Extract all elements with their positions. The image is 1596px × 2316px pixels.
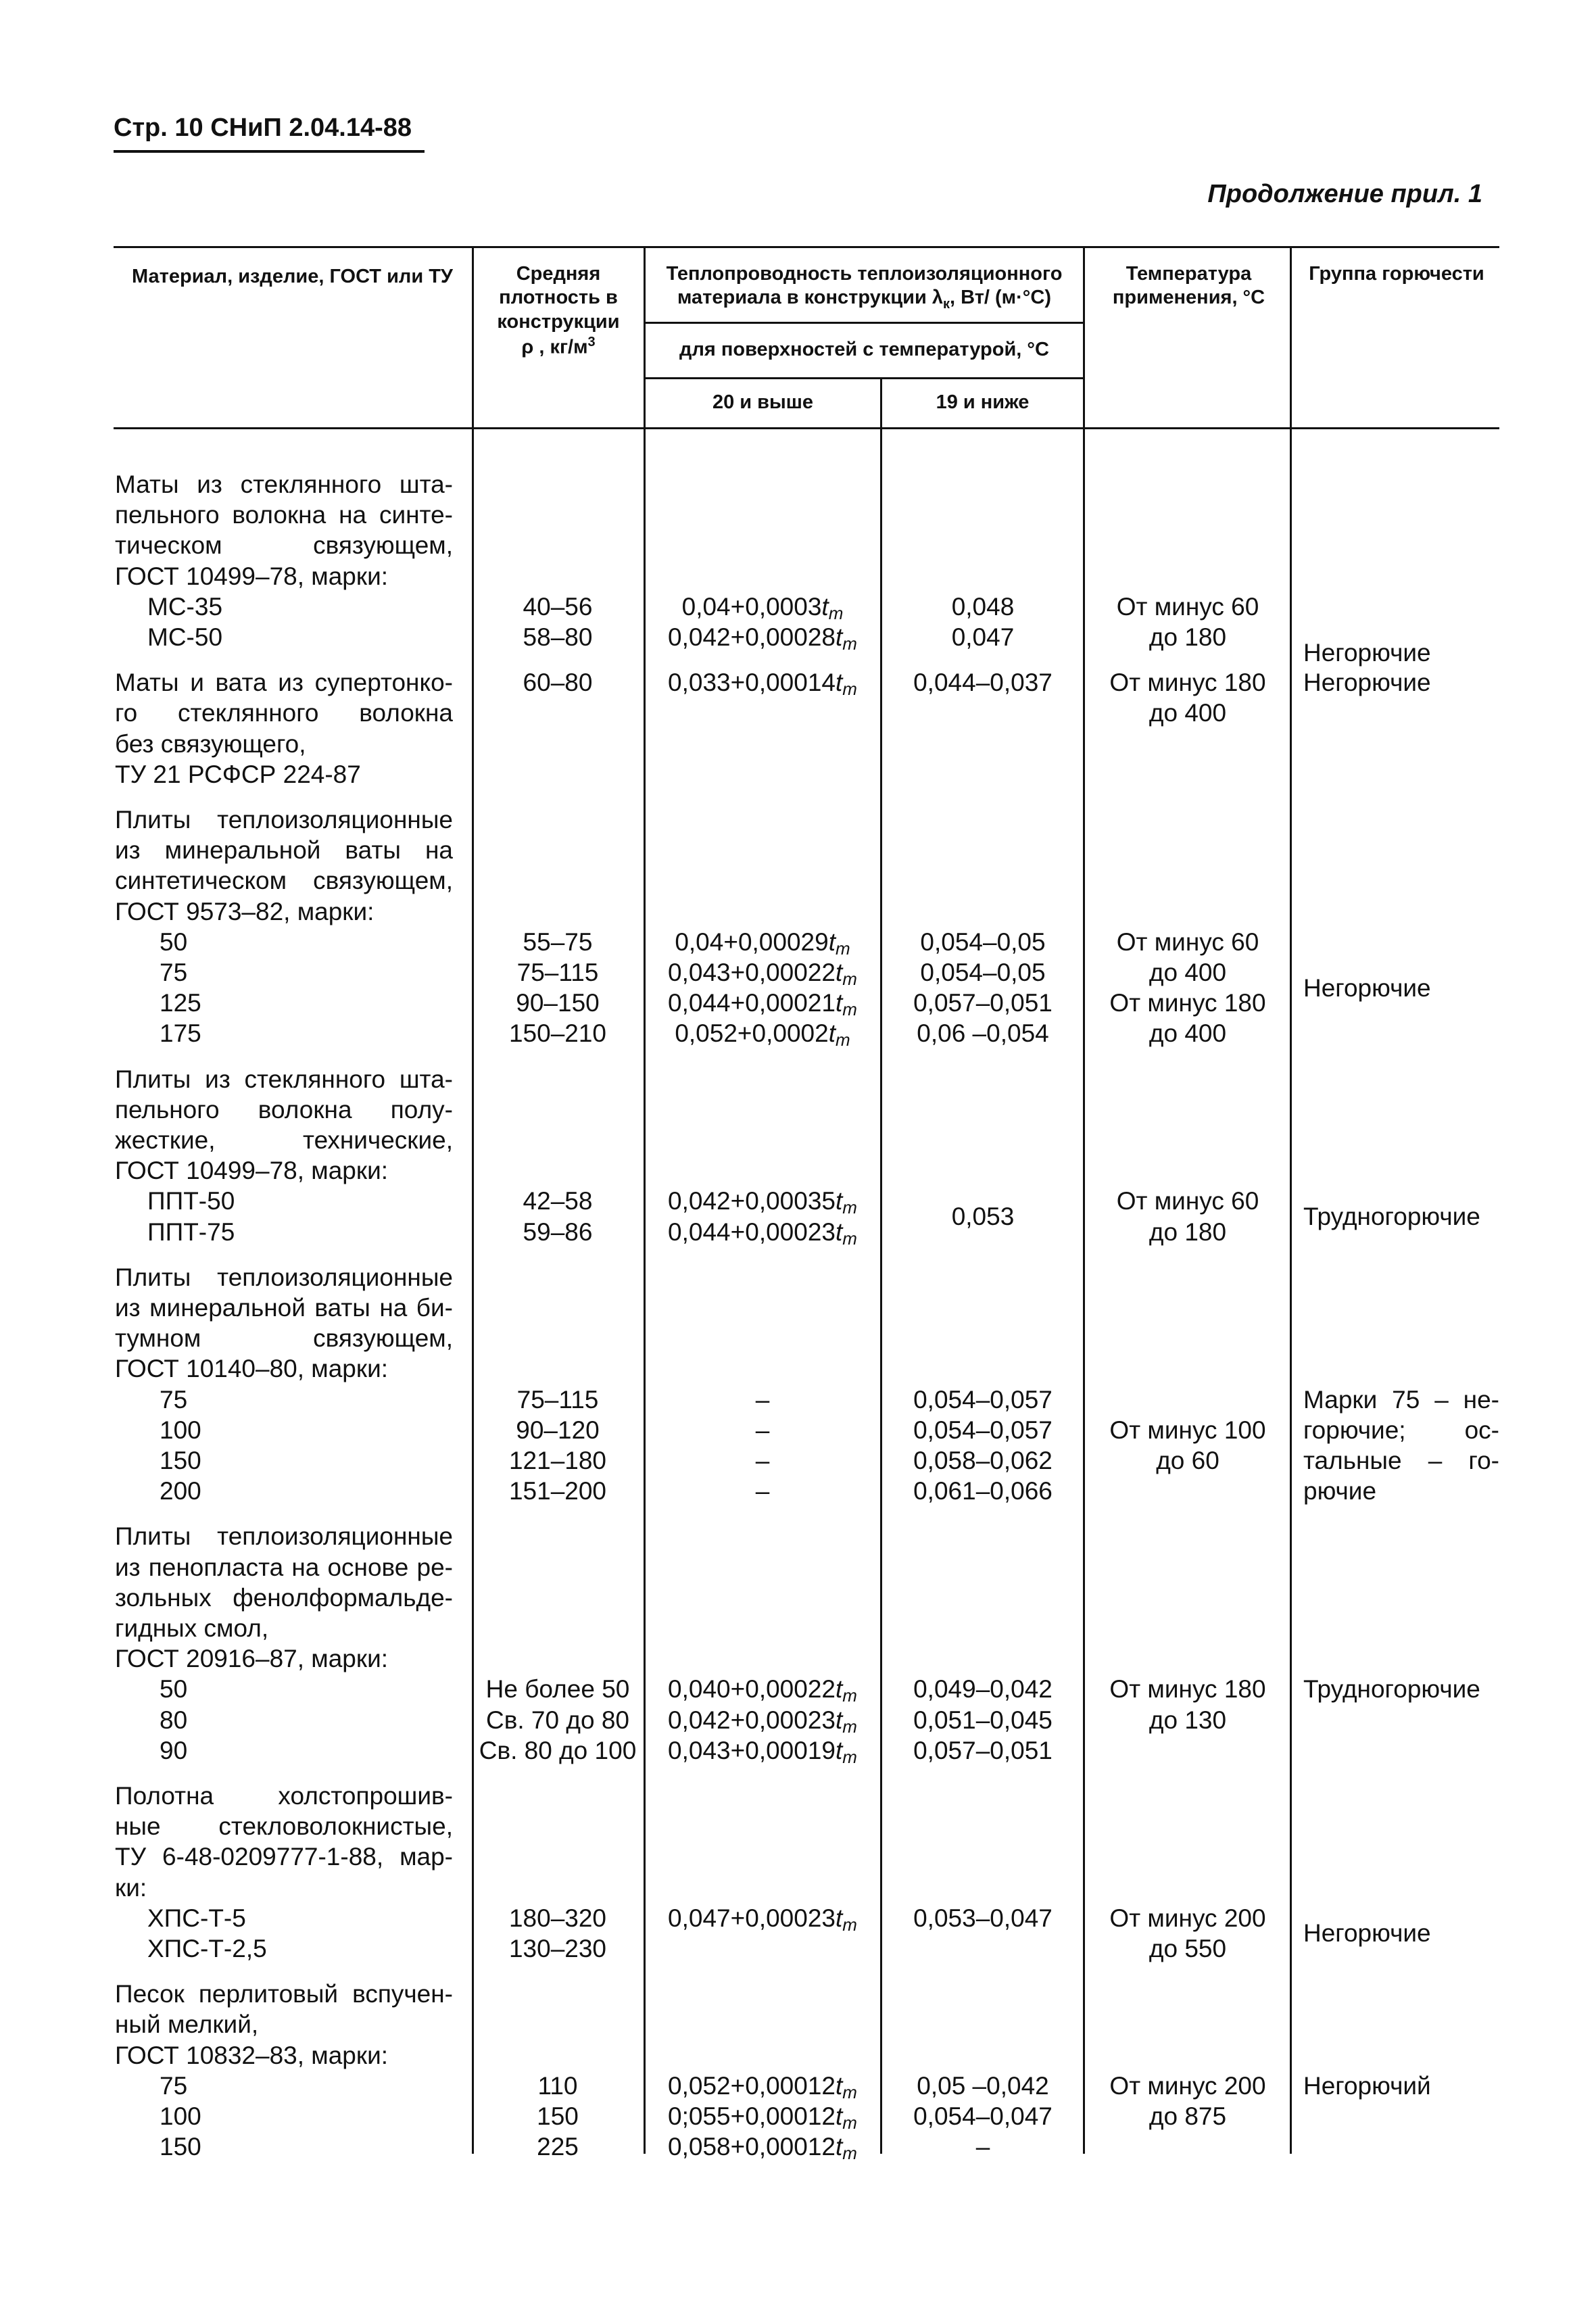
conductivity-below19-cell: 0,049–0,042 xyxy=(913,1675,1053,1704)
header-group: Группа горючести xyxy=(1309,263,1484,285)
density-cell: 60–80 xyxy=(523,669,593,697)
material-cell: ППТ-75 xyxy=(147,1217,235,1246)
group-cell: Негорючие xyxy=(1303,1919,1431,1948)
material-cell: ГОСТ 20916–87, марки: xyxy=(115,1645,389,1673)
material-cell: 175 xyxy=(160,1019,201,1048)
col-divider-2 xyxy=(644,246,646,2154)
formula-t: t xyxy=(836,1217,843,1246)
density-cell: 58–80 xyxy=(523,623,593,651)
conductivity-above20-cell xyxy=(648,1903,877,1933)
conductivity-above20-cell: – xyxy=(755,1416,770,1444)
formula-t: t xyxy=(836,1187,843,1215)
formula-t: t xyxy=(836,2102,843,2130)
temperature-cell: От минус 100 xyxy=(1109,1416,1266,1444)
material-cell: ный мелкий, xyxy=(115,2010,259,2039)
temperature-cell: От минус 200 xyxy=(1109,1904,1266,1932)
temperature-cell: От минус 60 xyxy=(1116,1187,1259,1215)
material-cell: 75 xyxy=(160,1385,188,1414)
header-conductivity-line-2 xyxy=(646,286,1082,312)
material-cell: 80 xyxy=(160,1706,188,1734)
material-cell: 100 xyxy=(160,1416,201,1444)
formula-subscript-m: m xyxy=(835,938,850,959)
header-conductivity xyxy=(646,262,1082,313)
conductivity-above20-cell: – xyxy=(755,1385,770,1414)
formula-base: 0,043+0,00022 xyxy=(668,959,836,986)
density-cell: 59–86 xyxy=(523,1217,593,1246)
temperature-cell: до 400 xyxy=(1148,699,1227,727)
conductivity-above20-cell xyxy=(648,1217,877,1247)
formula-subscript-m: m xyxy=(842,2113,857,2133)
conductivity-below19-cell: 0,044–0,037 xyxy=(913,669,1053,697)
formula-t: t xyxy=(836,1904,843,1932)
conductivity-below19-cell: 0,054–0,057 xyxy=(913,1416,1053,1444)
density-cell: 90–150 xyxy=(516,989,600,1017)
material-cell: ные стекловолокнистые, xyxy=(115,1812,453,1841)
conductivity-above20-cell xyxy=(648,622,877,652)
conductivity-below19-cell: 0,051–0,045 xyxy=(913,1706,1053,1734)
formula-t: t xyxy=(836,1736,843,1764)
temperature-cell: до 180 xyxy=(1148,1217,1227,1246)
conductivity-below19-cell: 0,057–0,051 xyxy=(913,989,1053,1017)
conductivity-below19-cell: 0,048 xyxy=(951,592,1015,621)
header-density-line-1: Средняя xyxy=(516,263,601,285)
temperature-cell: до 130 xyxy=(1148,1706,1227,1734)
conductivity-above20-cell xyxy=(648,1186,877,1216)
conductivity-below19-cell: – xyxy=(975,2133,990,2161)
material-cell: из минеральной ваты на xyxy=(115,836,453,865)
material-cell: МС-35 xyxy=(147,592,223,621)
material-cell: 200 xyxy=(160,1477,201,1505)
conductivity-below19-cell: 0,054–0,05 xyxy=(920,927,1046,956)
conductivity-below19-cell: 0,061–0,066 xyxy=(913,1477,1053,1505)
header-density-line-2: плотность в xyxy=(499,287,618,309)
group-cell: Трудногорючие xyxy=(1303,1675,1480,1704)
formula-t: t xyxy=(836,2133,843,2161)
formula-subscript-m: m xyxy=(842,1746,857,1767)
conductivity-above20-cell xyxy=(648,2101,877,2131)
conductivity-below19-cell: 0,054–0,047 xyxy=(913,2102,1053,2130)
material-cell: 75 xyxy=(160,959,188,986)
formula-base: 0,052+0,0002 xyxy=(675,1019,829,1048)
formula-subscript-m: m xyxy=(842,969,857,989)
material-cell: из минеральной ваты на би- xyxy=(115,1294,453,1322)
formula-base: 0,04+0,0003 xyxy=(681,592,822,621)
material-cell: ГОСТ 10832–83, марки: xyxy=(115,2041,389,2069)
formula-base: 0,042+0,00028 xyxy=(668,623,836,651)
formula-subscript-m: m xyxy=(842,633,857,654)
conductivity-symbol: материала в конструкции λ xyxy=(677,287,944,309)
col-divider-5 xyxy=(1290,246,1292,2154)
material-cell: 75 xyxy=(160,2071,188,2100)
formula-t: t xyxy=(836,959,843,986)
formula-subscript-m: m xyxy=(842,2081,857,2102)
formula-t: t xyxy=(828,1019,836,1048)
density-cell: Св. 70 до 80 xyxy=(486,1706,629,1734)
formula-subscript-m: m xyxy=(828,602,844,623)
group-cell: Марки 75 – не- xyxy=(1303,1385,1499,1414)
material-cell: го стеклянного волокна xyxy=(115,699,453,727)
temperature-cell: От минус 180 xyxy=(1109,989,1266,1017)
material-cell: ППТ-50 xyxy=(147,1187,235,1215)
material-cell: 125 xyxy=(160,989,201,1017)
material-cell: 90 xyxy=(160,1736,188,1764)
density-cell: 150–210 xyxy=(508,1019,607,1048)
density-cell: Св. 80 до 100 xyxy=(479,1736,637,1764)
material-cell: пельного волокна полу- xyxy=(115,1095,453,1124)
density-cell: Не более 50 xyxy=(485,1675,630,1704)
density-cell: 151–200 xyxy=(508,1477,607,1505)
conductivity-below19-cell: 0,058–0,062 xyxy=(913,1447,1053,1474)
header-temperature: Температура применения, °С xyxy=(1112,263,1265,309)
formula-subscript-m: m xyxy=(842,1685,857,1706)
density-cell: 40–56 xyxy=(523,592,593,621)
density-cell: 180–320 xyxy=(508,1904,607,1932)
material-cell: ГОСТ 10499–78, марки: xyxy=(115,1157,389,1185)
group-cell: Негорючие xyxy=(1303,669,1431,697)
material-cell: тумном связующем, xyxy=(115,1324,453,1353)
formula-base: 0,058+0,00012 xyxy=(668,2133,836,2161)
header-underline xyxy=(114,150,425,153)
conductivity-above20-cell xyxy=(648,2071,877,2101)
formula-subscript-m: m xyxy=(842,1197,857,1218)
density-cell: 75–115 xyxy=(516,1385,599,1414)
group-cell: Негорючие xyxy=(1303,638,1431,667)
density-unit-text: ρ , кг/м xyxy=(521,336,588,358)
material-cell: синтетическом связующем, xyxy=(115,867,453,895)
group-cell: Трудногорючие xyxy=(1303,1203,1480,1230)
formula-subscript-m: m xyxy=(842,2143,857,2164)
material-cell: тическом связующем, xyxy=(115,531,453,560)
col-divider-4 xyxy=(1083,246,1085,2154)
conductivity-below19-cell: 0,057–0,051 xyxy=(913,1736,1053,1764)
formula-subscript-m: m xyxy=(842,1914,857,1935)
density-unit-exponent: 3 xyxy=(587,335,596,350)
formula-base: 0,040+0,00022 xyxy=(668,1675,836,1704)
temperature-cell: От минус 200 xyxy=(1109,2071,1266,2100)
page-header: Стр. 10 СНиП 2.04.14-88 xyxy=(114,114,412,142)
density-cell: 225 xyxy=(537,2133,579,2161)
conductivity-below19-cell: 0,054–0,05 xyxy=(920,959,1046,986)
density-cell: 110 xyxy=(537,2071,578,2100)
conductivity-above20-cell xyxy=(648,1735,877,1766)
material-cell: пельного волокна на синте- xyxy=(115,501,453,529)
formula-subscript-m: m xyxy=(842,1716,857,1737)
header-conductivity-line-1: Теплопроводность теплоизоляционного xyxy=(666,263,1063,285)
material-cell: из пенопласта на основе ре- xyxy=(115,1553,453,1581)
temperature-cell: От минус 180 xyxy=(1109,669,1266,697)
header-density-line-3: конструкции xyxy=(497,310,620,333)
material-cell: гидных смол, xyxy=(115,1614,269,1642)
header-material: Материал, изделие, ГОСТ или ТУ xyxy=(132,266,453,287)
conductivity-subscript: к xyxy=(943,297,950,312)
conductivity-below19-cell: 0,05 –0,042 xyxy=(917,2071,1049,2100)
conductivity-split-rule xyxy=(644,322,1083,324)
material-cell: МС-50 xyxy=(147,623,223,651)
material-cell: ГОСТ 9573–82, марки: xyxy=(115,897,374,925)
material-cell: ХПС-Т-2,5 xyxy=(147,1935,267,1962)
formula-base: 0,043+0,00019 xyxy=(668,1736,836,1764)
density-cell: 75–115 xyxy=(516,959,599,986)
temperature-cell: до 550 xyxy=(1148,1935,1227,1962)
formula-t: t xyxy=(836,1706,843,1734)
temperature-cell: до 400 xyxy=(1148,1019,1227,1048)
temperature-cell: до 60 xyxy=(1156,1447,1219,1474)
formula-base: 0,042+0,00023 xyxy=(668,1706,836,1734)
density-cell: 90–120 xyxy=(516,1416,600,1444)
conductivity-above20-cell xyxy=(648,667,877,698)
temperature-cell: до 180 xyxy=(1148,623,1227,651)
conductivity-above20-cell xyxy=(648,988,877,1018)
formula-t: t xyxy=(836,2071,843,2100)
formula-base: 0,044+0,00021 xyxy=(668,989,836,1017)
temperature-cell: От минус 60 xyxy=(1116,592,1259,621)
group-cell: Негорючий xyxy=(1303,2071,1431,2100)
material-cell: ТУ 21 РСФСР 224-87 xyxy=(115,760,361,788)
material-cell: Полотна холстопрошив- xyxy=(115,1782,453,1810)
conductivity-above20-cell xyxy=(648,2131,877,2162)
material-cell: Плиты теплоизоляционные xyxy=(115,806,453,834)
conductivity-below19-cell: 0,047 xyxy=(951,623,1015,651)
material-cell: 50 xyxy=(160,927,188,956)
material-cell: ХПС-Т-5 xyxy=(147,1904,246,1932)
density-cell: 150 xyxy=(537,2102,579,2130)
temperature-cell: до 400 xyxy=(1148,959,1227,986)
material-cell: без связующего, xyxy=(115,729,306,758)
formula-base: 0,052+0,00012 xyxy=(668,2071,836,2100)
formula-base: 0,04+0,00029 xyxy=(675,927,829,956)
conductivity-above20-cell xyxy=(648,592,877,622)
material-cell: 150 xyxy=(160,1447,201,1474)
density-cell: 130–230 xyxy=(508,1935,607,1962)
material-cell: Плиты теплоизоляционные xyxy=(115,1263,453,1291)
material-cell: Песок перлитовый вспучен- xyxy=(115,1980,453,2008)
formula-t: t xyxy=(836,623,843,651)
conductivity-unit: , Вт/ (м·°С) xyxy=(950,287,1051,309)
density-cell: 42–58 xyxy=(523,1187,593,1215)
formula-subscript-m: m xyxy=(842,999,857,1020)
group-cell: рючие xyxy=(1303,1477,1377,1505)
material-cell: ГОСТ 10140–80, марки: xyxy=(115,1355,389,1383)
temperature-cell: От минус 180 xyxy=(1109,1675,1266,1704)
formula-base: 0,047+0,00023 xyxy=(668,1904,836,1932)
material-cell: зольных фенолформальде- xyxy=(115,1583,453,1612)
formula-subscript-m: m xyxy=(842,679,857,700)
formula-t: t xyxy=(836,989,843,1017)
conductivity-below19-cell: 0,06 –0,054 xyxy=(917,1019,1049,1048)
header-surfaces: для поверхностей с температурой, °С xyxy=(679,339,1049,360)
material-cell: Маты из стеклянного шта- xyxy=(115,471,453,498)
header-below-19: 19 и ниже xyxy=(936,391,1030,413)
header-density xyxy=(476,262,641,360)
conductivity-below19-cell: 0,054–0,057 xyxy=(913,1385,1053,1414)
conductivity-below19-cell: 0,053 xyxy=(951,1203,1015,1230)
material-cell: 150 xyxy=(160,2133,201,2161)
group-cell: горючие; ос- xyxy=(1303,1416,1499,1444)
material-cell: Плиты теплоизоляционные xyxy=(115,1522,453,1551)
temperature-cell: От минус 60 xyxy=(1116,927,1259,956)
conductivity-above20-cell xyxy=(648,957,877,988)
header-density-unit xyxy=(476,334,641,360)
surfaces-split-rule xyxy=(644,377,1083,379)
formula-base: 0,033+0,00014 xyxy=(668,669,836,697)
group-cell: тальные – го- xyxy=(1303,1447,1499,1474)
conductivity-above20-cell xyxy=(648,927,877,957)
formula-base: 0;055+0,00012 xyxy=(668,2102,836,2130)
formula-subscript-m: m xyxy=(842,1228,857,1249)
formula-t: t xyxy=(836,669,843,697)
density-cell: 55–75 xyxy=(523,927,593,956)
conductivity-above20-cell xyxy=(648,1018,877,1051)
conductivity-below19-cell: 0,053–0,047 xyxy=(913,1904,1053,1932)
conductivity-above20-cell: – xyxy=(755,1447,770,1474)
material-cell: 100 xyxy=(160,2102,201,2130)
material-cell: жесткие, технические, xyxy=(115,1126,453,1154)
material-cell: ГОСТ 10499–78, марки: xyxy=(115,562,389,590)
material-cell: ки: xyxy=(115,1873,147,1902)
group-cell: Негорючие xyxy=(1303,973,1431,1002)
formula-base: 0,042+0,00035 xyxy=(668,1187,836,1215)
material-cell: 50 xyxy=(160,1675,188,1704)
formula-base: 0,044+0,00023 xyxy=(668,1217,836,1246)
material-cell: Плиты из стеклянного шта- xyxy=(115,1065,453,1093)
density-cell: 121–180 xyxy=(508,1447,607,1474)
material-cell: ТУ 6-48-0209777-1-88, мар- xyxy=(115,1843,453,1871)
continuation-note: Продолжение прил. 1 xyxy=(1207,180,1482,208)
formula-t: t xyxy=(828,927,836,956)
material-cell: Маты и вата из супертонко- xyxy=(115,669,453,697)
conductivity-above20-cell xyxy=(648,1705,877,1735)
header-above-20: 20 и выше xyxy=(712,391,814,413)
temperature-cell: до 875 xyxy=(1148,2102,1227,2130)
conductivity-above20-cell: – xyxy=(755,1477,770,1505)
conductivity-above20-cell xyxy=(648,1674,877,1704)
formula-t: t xyxy=(821,592,829,621)
formula-t: t xyxy=(836,1675,843,1704)
formula-subscript-m: m xyxy=(835,1030,850,1051)
